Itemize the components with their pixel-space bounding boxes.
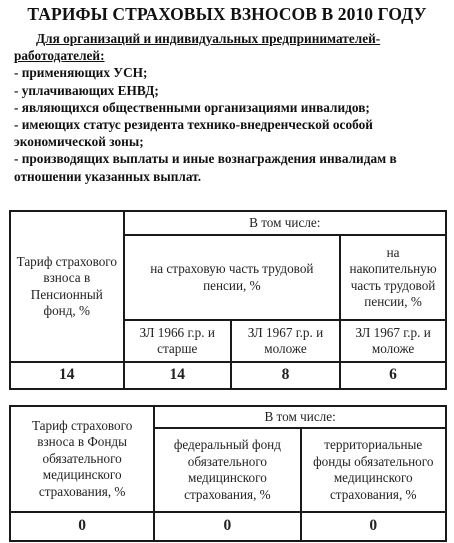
medical-rate-header: Тариф страхового взноса в Фонды обязательного медицинского страхования, %: [10, 406, 154, 512]
medical-including-header: В том числе:: [154, 406, 446, 428]
intro-item-usn: - применяющих УСН;: [14, 65, 148, 81]
medical-rate-value: 0: [10, 512, 154, 541]
insurance-younger-value: 8: [231, 362, 340, 389]
federal-fund-header: федеральный фонд обязательного медицинского страхования, %: [154, 428, 300, 512]
intro-section: [14, 30, 448, 185]
pension-rate-value: 14: [10, 362, 124, 389]
federal-fund-value: 0: [154, 512, 300, 541]
insurance-part-header: на страховую часть трудовой пенсии, %: [124, 235, 341, 320]
intro-item-payments: - производящих выплаты и иные вознаграждения инвалидам в: [14, 151, 397, 167]
territorial-fund-value: 0: [301, 512, 447, 541]
pension-rate-header: Тариф страхового взноса в Пенсионный фонд, %: [10, 211, 124, 362]
pension-rates-table: [9, 210, 447, 390]
intro-heading-continued: работодателей:: [14, 48, 105, 64]
intro-item-resident-cont: экономической зоны;: [14, 134, 144, 150]
age-1967-younger-header: ЗЛ 1967 г.р. и моложе: [231, 320, 340, 362]
funded-part-header: на накопительную часть трудовой пенсии, %: [340, 235, 446, 320]
intro-item-disabled-orgs: - являющихся общественными организациями инвалидов;: [14, 99, 370, 115]
intro-item-resident: - имеющих статус резидента технико-внедренческой особой: [14, 117, 373, 133]
insurance-older-value: 14: [124, 362, 231, 389]
territorial-fund-header: территориальные фонды обязательного медицинского страхования, %: [301, 428, 447, 512]
funded-younger-value: 6: [340, 362, 446, 389]
pension-including-header: В том числе:: [124, 211, 446, 235]
intro-heading: Для организаций и индивидуальных предпринимателей-: [36, 31, 381, 46]
funded-age-1967-younger-header: ЗЛ 1967 г.р. и моложе: [340, 320, 446, 362]
medical-rates-table: [9, 405, 447, 542]
page-title: ТАРИФЫ СТРАХОВЫХ ВЗНОСОВ В 2010 ГОДУ: [27, 4, 427, 24]
age-1966-older-header: ЗЛ 1966 г.р. и старше: [124, 320, 231, 362]
intro-item-payments-cont: отношении указанных выплат.: [14, 168, 202, 184]
intro-item-envd: - уплачивающих ЕНВД;: [14, 82, 159, 98]
